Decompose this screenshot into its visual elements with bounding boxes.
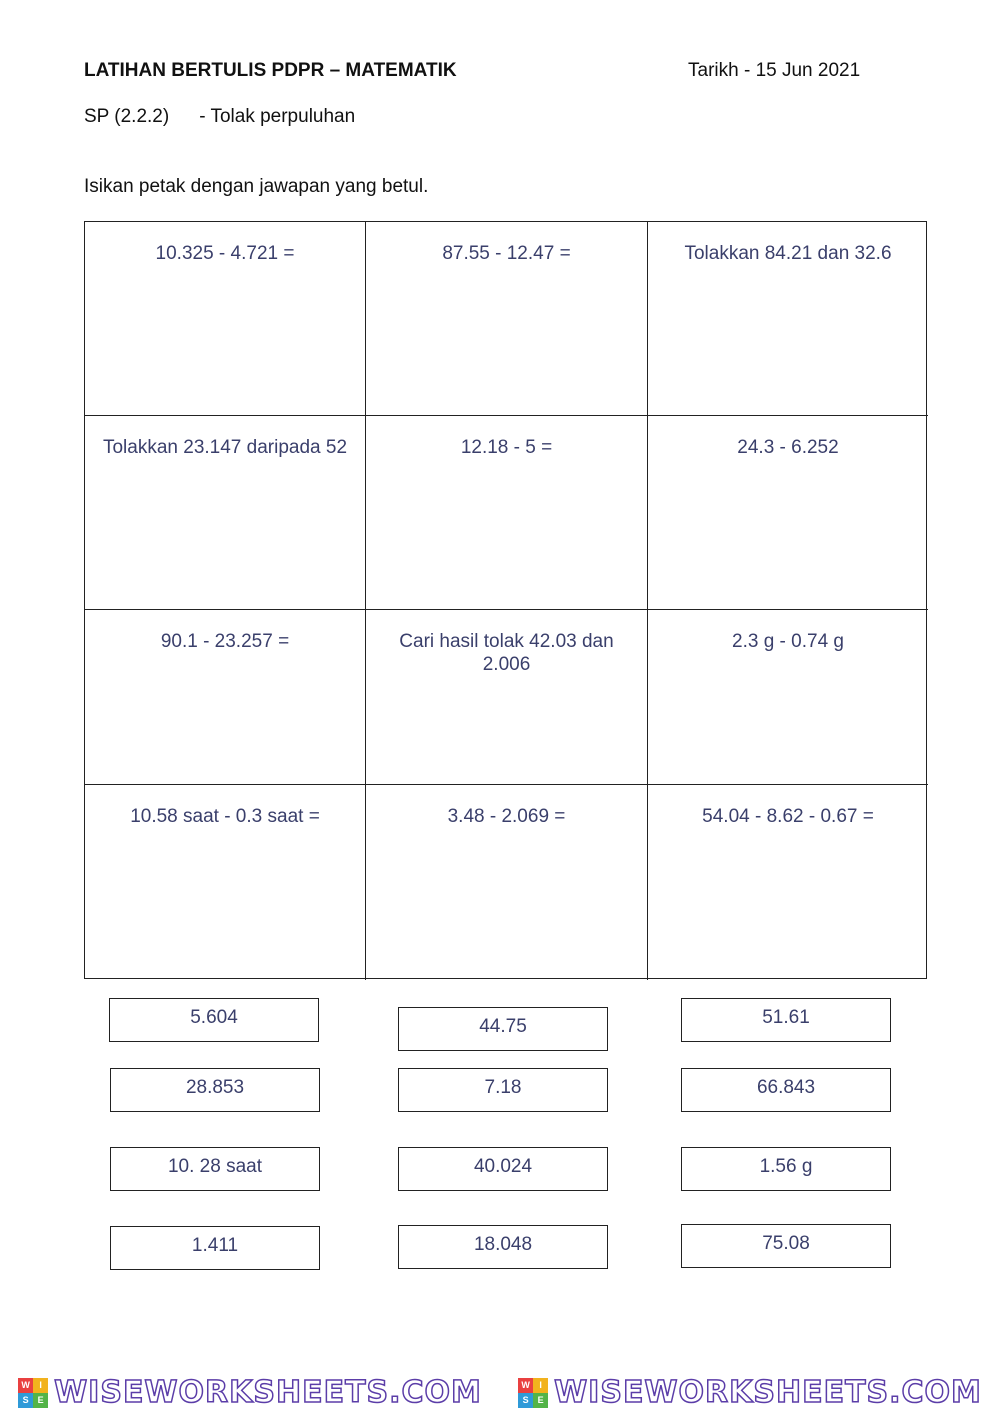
answer-tile[interactable]: 44.75 [398,1007,608,1051]
watermark [18,1375,482,1410]
answer-tile[interactable]: 40.024 [398,1147,608,1191]
sp-topic: - Tolak perpuluhan [199,106,356,127]
answer-tile[interactable]: 75.08 [681,1224,891,1268]
answer-tile[interactable]: 51.61 [681,998,891,1042]
answer-tile[interactable]: 1.56 g [681,1147,891,1191]
question-box[interactable]: 12.18 - 5 = [366,416,648,610]
question-box[interactable]: 24.3 - 6.252 [648,416,928,610]
question-grid [84,221,927,979]
watermark-text: WISEWORKSHEETS.COM [54,1375,482,1410]
answer-tile[interactable]: 18.048 [398,1225,608,1269]
watermark-text: WISEWORKSHEETS.COM [554,1375,982,1410]
question-box[interactable]: 87.55 - 12.47 = [366,222,648,416]
question-box[interactable]: 90.1 - 23.257 = [85,610,366,785]
answer-tile[interactable]: 7.18 [398,1068,608,1112]
wiseworksheets-logo-icon: W I S E [518,1378,548,1408]
question-box[interactable]: 10.325 - 4.721 = [85,222,366,416]
question-box[interactable]: Tolakkan 23.147 daripada 52 [85,416,366,610]
instruction: Isikan petak dengan jawapan yang betul. [84,176,429,197]
question-box[interactable]: 54.04 - 8.62 - 0.67 = [702,806,874,827]
sp-code: SP (2.2.2) [84,106,170,127]
worksheet-title: LATIHAN BERTULIS PDPR – MATEMATIK [84,60,457,81]
question-box[interactable]: 2.3 g - 0.74 g [648,610,928,785]
watermark-footer [0,1372,1000,1413]
answer-tile[interactable]: 66.843 [681,1068,891,1112]
question-box[interactable]: Tolakkan 84.21 dan 32.6 [648,222,928,416]
answer-tile[interactable]: 10. 28 saat [110,1147,320,1191]
question-box[interactable]: Cari hasil tolak 42.03 dan 2.006 [366,610,648,785]
watermark [518,1375,982,1410]
answer-tile[interactable]: 28.853 [110,1068,320,1112]
worksheet-date: Tarikh - 15 Jun 2021 [688,60,861,81]
question-box[interactable]: 3.48 - 2.069 = [366,785,648,980]
question-box[interactable]: 10.58 saat - 0.3 saat = [85,785,366,980]
wiseworksheets-logo-icon: W I S E [18,1378,48,1408]
skill-standard [84,106,355,128]
answer-tile[interactable]: 1.411 [110,1226,320,1270]
answer-tile[interactable]: 5.604 [109,998,319,1042]
